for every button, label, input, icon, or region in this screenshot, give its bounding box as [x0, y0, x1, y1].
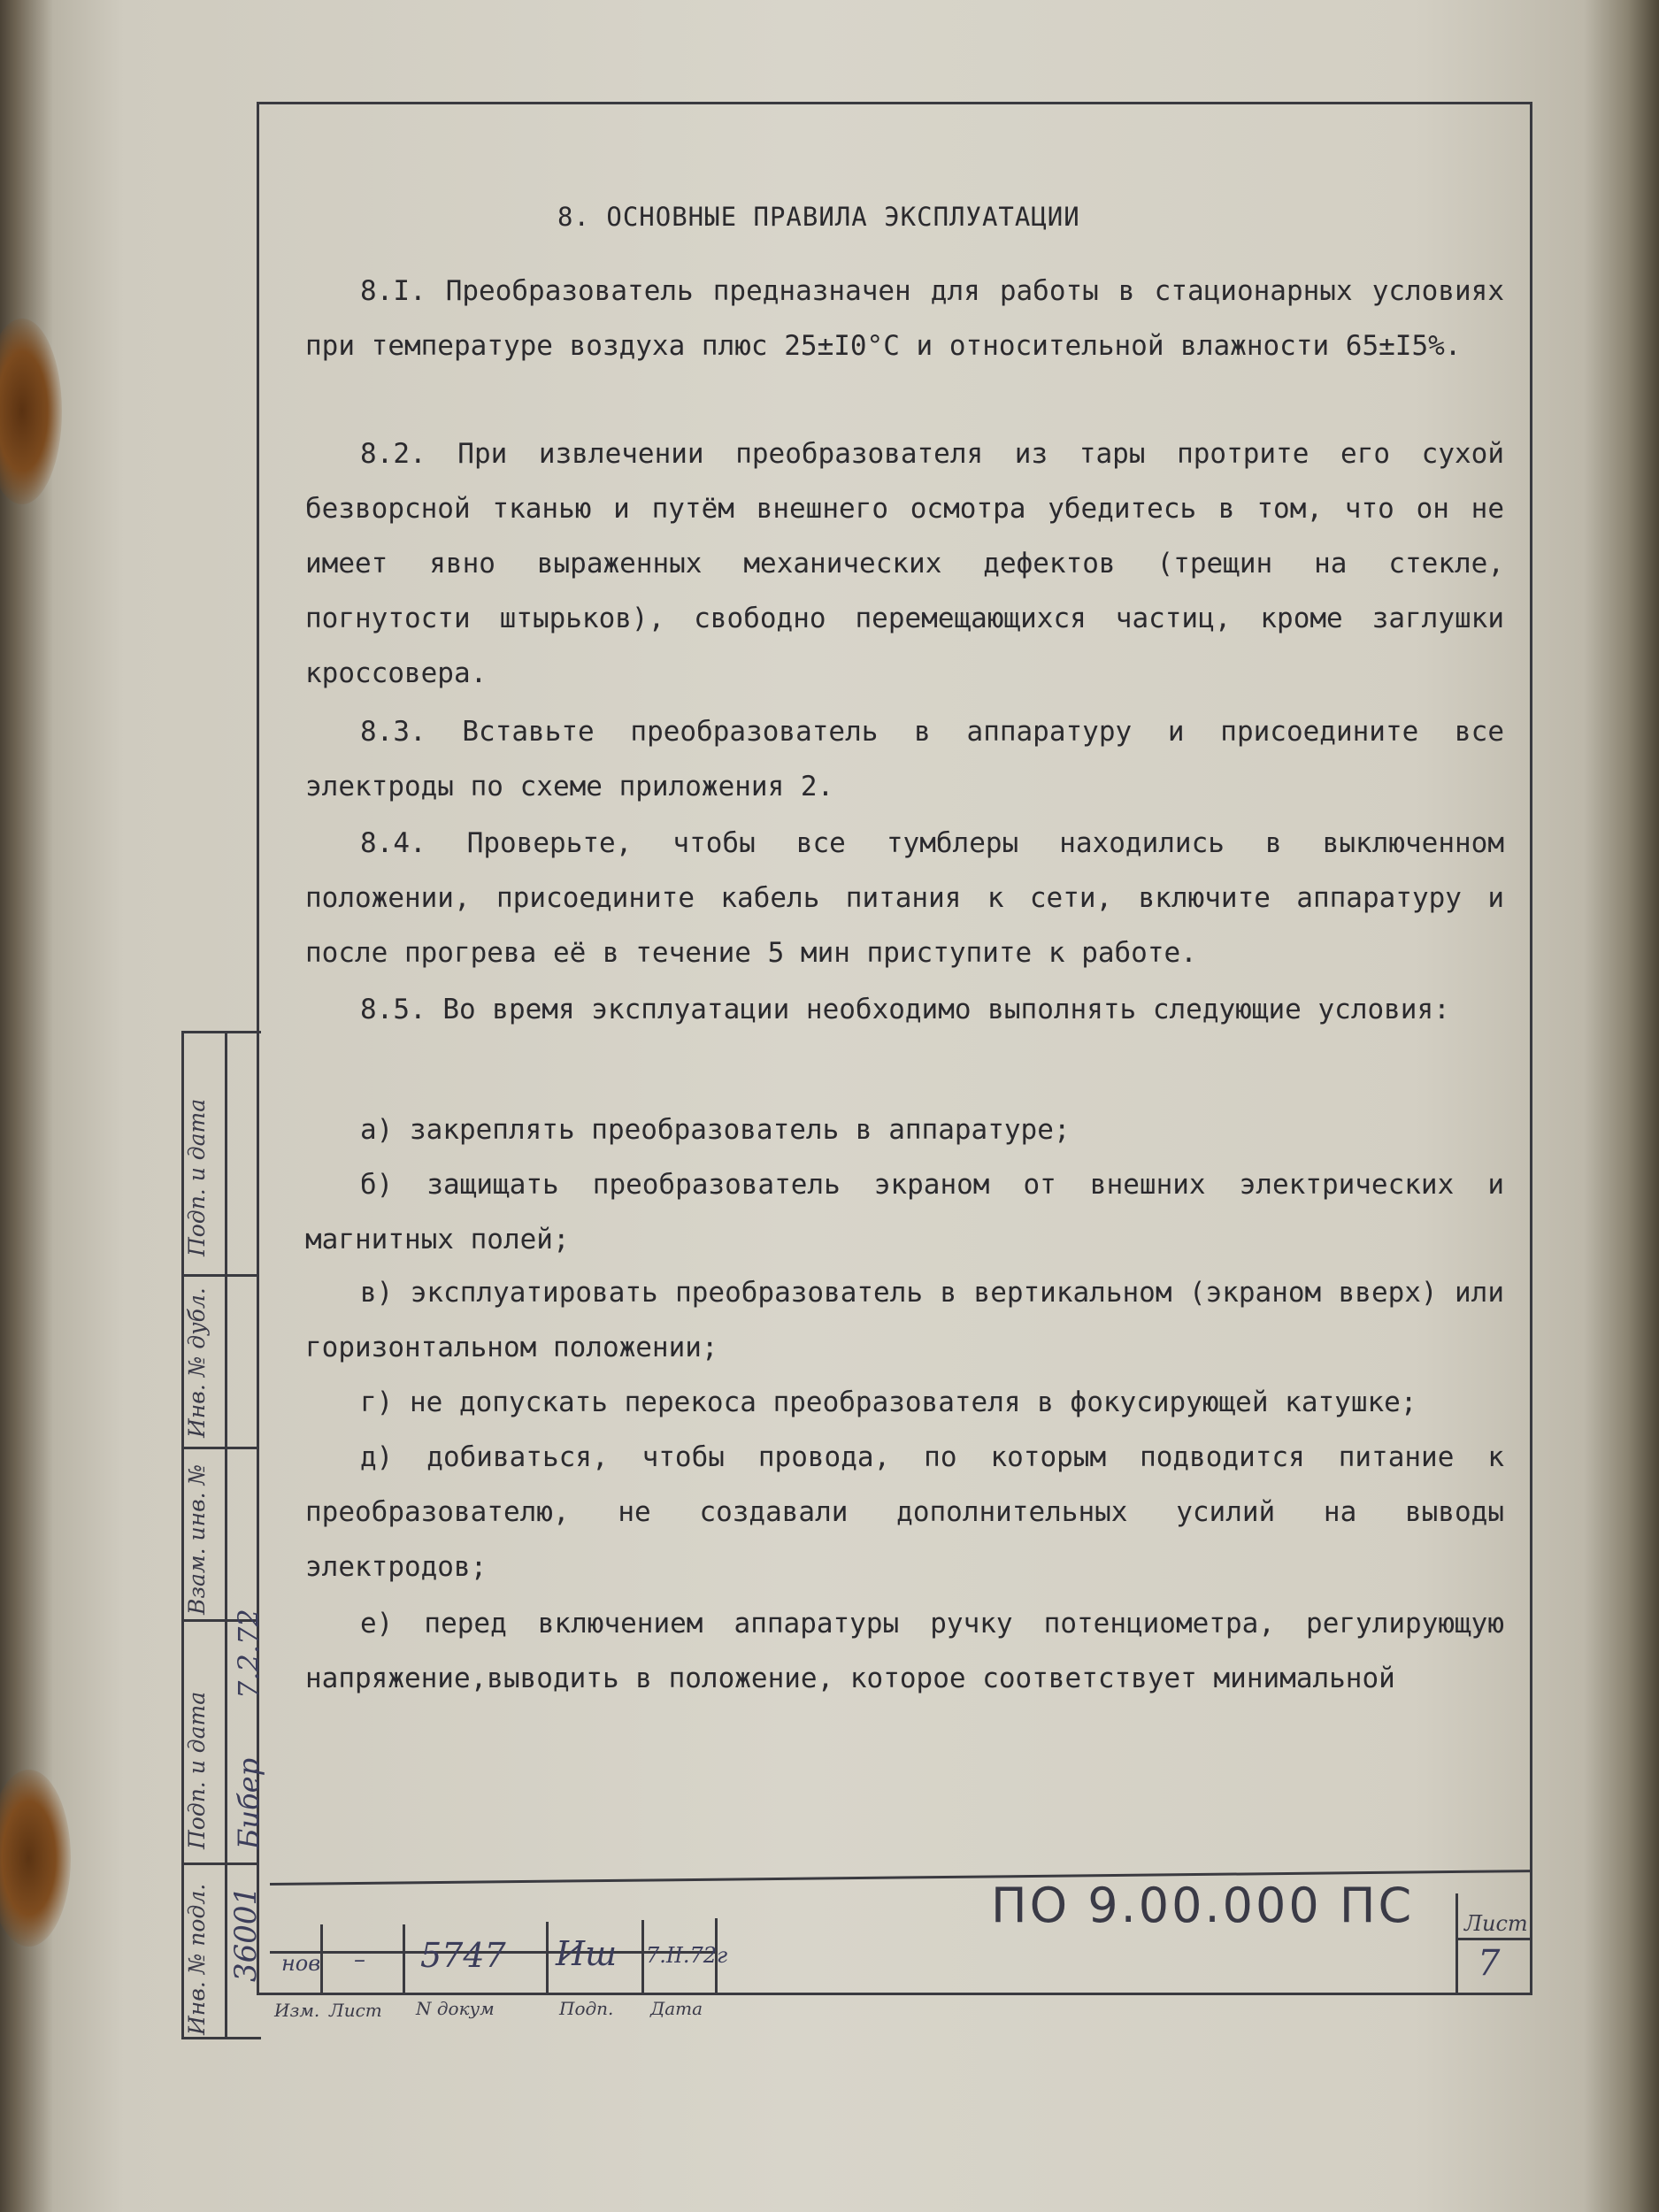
side-signature-date: 7.2.72: [232, 1609, 265, 1699]
stamp-col-4: [641, 1920, 644, 1995]
side-divider-2: [181, 1447, 259, 1449]
stamp-col-2: [403, 1924, 405, 1995]
stamp-data-value: 7.II.72г: [646, 1943, 728, 1968]
label-podp-data-top: Подп. и дата: [184, 1098, 210, 1256]
rust-stain-bottom: [0, 1770, 71, 1947]
label-inv-dubl: Инв. № дубл.: [184, 1287, 210, 1438]
stamp-izm-value: нов: [281, 1951, 321, 1976]
condition-g: г) не допускать перекоса преобразователя в фокусирующей катушке;: [360, 1386, 1417, 1418]
stamp-list-label: Лист: [329, 2000, 382, 2021]
paragraph-8-4: 8.4. Проверьте, чтобы все тумблеры находились в выключенном положении, присоедините кабель питания к сети, включите аппаратуру и после прогрева её в течение 5 мин приступите к работе.: [305, 827, 1504, 969]
stamp-dokum-label: N докум: [416, 1998, 495, 2019]
side-signature: Бибер: [232, 1757, 265, 1849]
stamp-data-label: Дата: [650, 1998, 703, 2019]
condition-e: е) перед включением аппаратуры ручку потенциометра, регулирующую напряжение,выводить в положение, которое соответствует минимальной: [305, 1608, 1504, 1694]
label-inv-podl: Инв. № подл.: [184, 1883, 210, 2035]
stamp-podp-label: Подп.: [559, 1998, 614, 2019]
section-title: 8. ОСНОВНЫЕ ПРАВИЛА ЭКСПЛУАТАЦИИ: [557, 202, 1080, 232]
document-code: ПО 9.00.000 ПС: [991, 1878, 1415, 1933]
rust-stain-top: [0, 319, 62, 504]
paragraph-8-1: 8.I. Преобразователь предназначен для работы в стационарных условиях при температуре воздуха плюс 25±I0°C и относительной влажности 65±I5%.: [305, 275, 1504, 362]
condition-v: в) эксплуатировать преобразователь в вертикальном (экраном вверх) или горизонтальном положении;: [305, 1277, 1504, 1363]
sheet-number: 7: [1478, 1943, 1501, 1984]
stamp-col-3: [546, 1922, 549, 1995]
stamp-dokum-value: 5747: [420, 1936, 506, 1975]
stamp-podp-value: Иш: [556, 1934, 618, 1973]
paragraph-8-3: 8.3. Вставьте преобразователь в аппаратуру и присоедините все электроды по схеме приложения 2.: [305, 716, 1504, 803]
inv-podl-value: 36001: [228, 1886, 264, 1982]
sheet-label: Лист: [1464, 1911, 1528, 1936]
side-divider-4: [181, 1863, 259, 1865]
paragraph-8-5: 8.5. Во время эксплуатации необходимо выполнять следующие условия:: [360, 994, 1450, 1025]
document-frame: [257, 102, 1532, 1995]
condition-a: а) закреплять преобразователь в аппаратуре;: [360, 1114, 1071, 1146]
stamp-list-value: –: [354, 1947, 365, 1973]
stamp-izm-label: Изм.: [274, 2000, 320, 2021]
side-divider-1: [181, 1274, 259, 1277]
paragraph-8-2: 8.2. При извлечении преобразователя из тары протрите его сухой безворсной тканью и путём внешнего осмотра убедитесь в том, что он не имеет явно выраженных механических дефектов (трещин на стекле, погнутости штырьков), свободно перемещающихся частиц, кроме заглушки кроссовера.: [305, 438, 1504, 689]
label-podp-data-bottom: Подп. и дата: [184, 1691, 210, 1849]
stamp-right-mid-line: [1455, 1938, 1531, 1940]
label-vzam-inv: Взам. инв. №: [184, 1463, 210, 1615]
condition-b: б) защищать преобразователь экраном от внешних электрических и магнитных полей;: [305, 1169, 1504, 1256]
stamp-col-1: [320, 1924, 323, 1995]
stamp-col-sheet: [1455, 1893, 1458, 1995]
condition-d: д) добиваться, чтобы провода, по которым подводится питание к преобразователю, не создавали дополнительных усилий на выводы электродов;: [305, 1441, 1504, 1583]
